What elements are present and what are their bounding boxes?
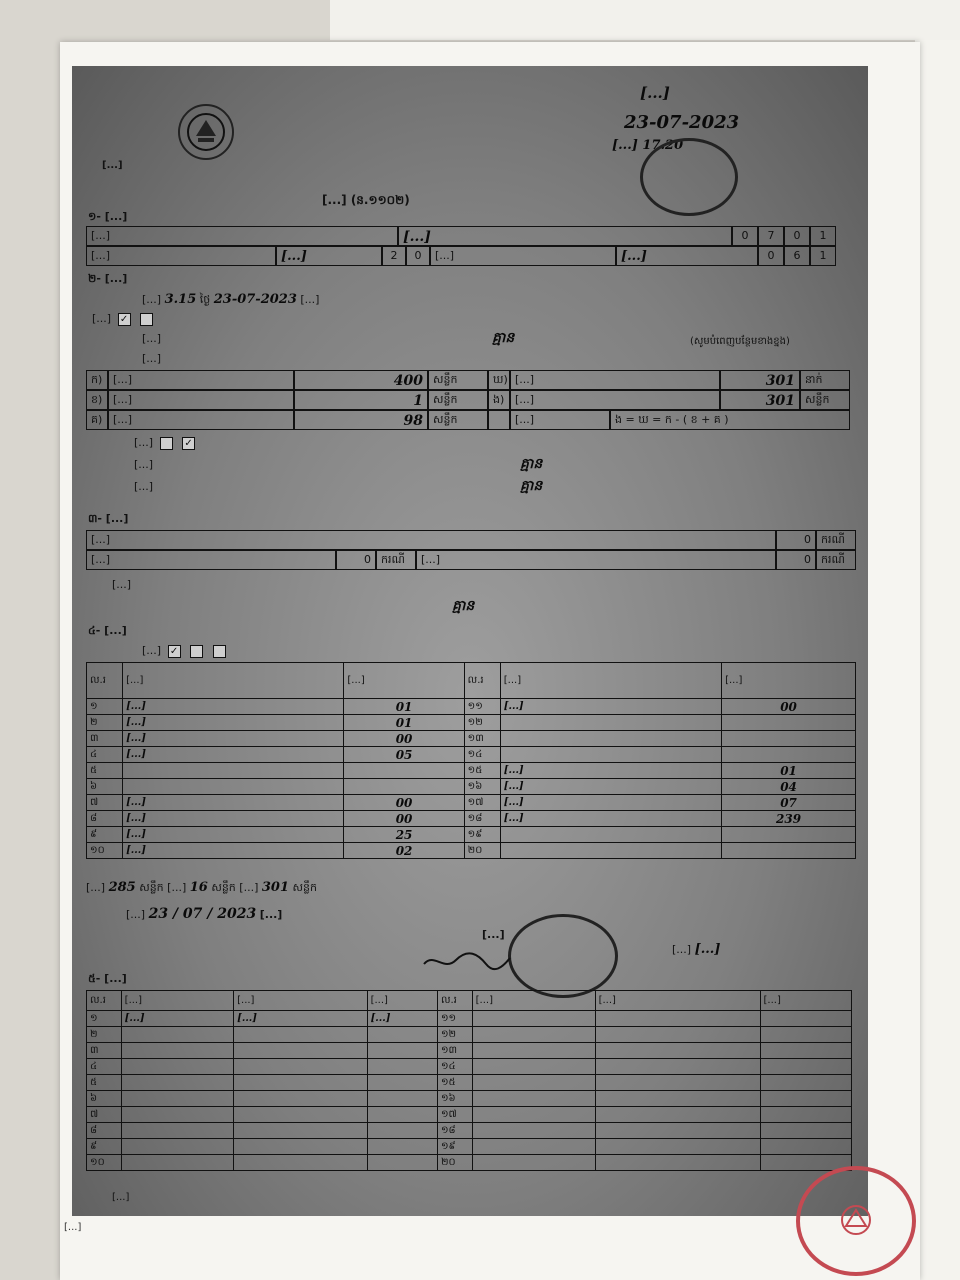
section2-line3-value: គ្មាន xyxy=(492,330,515,346)
right-label: [...] xyxy=(510,390,720,410)
right-letter: ឃ) xyxy=(488,370,510,390)
table-row xyxy=(87,1155,852,1171)
table-row xyxy=(87,843,856,859)
row-no: ១៤ xyxy=(437,1059,472,1075)
section3-row2-mid: [...] xyxy=(416,550,776,570)
col-no: ល.រ xyxy=(437,991,472,1011)
section3-row2-unit-b: ករណី xyxy=(816,550,856,570)
left-letter: ខ) xyxy=(86,390,108,410)
section3-row1-unit: ករណី xyxy=(816,530,856,550)
party-name: [...] xyxy=(500,699,721,715)
agent-sign xyxy=(760,1075,851,1091)
checkbox-seal-c[interactable] xyxy=(213,645,226,658)
row-no: ៩ xyxy=(87,1139,122,1155)
section2-line1 xyxy=(142,292,319,309)
agent-name xyxy=(472,1123,595,1139)
section1-row1-value: [...] xyxy=(398,226,732,246)
agent-name xyxy=(121,1059,233,1075)
agent-sign xyxy=(367,1139,437,1155)
totals-line xyxy=(86,880,866,897)
checkbox-seal-b[interactable] xyxy=(190,645,203,658)
party-name xyxy=(500,827,721,843)
total1-value: 285 xyxy=(108,880,136,895)
line2-text: [...] xyxy=(92,312,112,325)
table-row xyxy=(87,779,856,795)
agent-sign xyxy=(760,1059,851,1075)
agent-name xyxy=(121,1075,233,1091)
total2-value: 16 xyxy=(189,880,208,895)
agent-party xyxy=(234,1027,367,1043)
right-unit: នាក់ xyxy=(800,370,850,390)
line1-post: [...] xyxy=(300,293,320,306)
section1-row2-label: [...] xyxy=(86,246,276,266)
agent-name xyxy=(121,1027,233,1043)
party-votes: 05 xyxy=(344,747,464,763)
background-paper-right xyxy=(915,40,960,1280)
col-party: [...] xyxy=(595,991,760,1011)
table-header-row xyxy=(87,663,856,699)
party-votes: 00 xyxy=(344,731,464,747)
party-name xyxy=(500,715,721,731)
agent-sign xyxy=(760,1027,851,1043)
col-no: ល.រ xyxy=(87,991,122,1011)
party-votes xyxy=(722,843,856,859)
secretary-line xyxy=(672,942,720,957)
section3-row2-value: 0 xyxy=(336,550,376,570)
party-votes xyxy=(722,715,856,731)
row-no: ១១ xyxy=(464,699,500,715)
row-no: ១ xyxy=(87,699,123,715)
agent-sign xyxy=(367,1091,437,1107)
count-date: 23-07-2023 xyxy=(213,292,297,307)
agents-table xyxy=(86,990,852,1171)
table-row xyxy=(87,1107,852,1123)
code-b-digit: 6 xyxy=(784,246,810,266)
section3-row2-value-b: 0 xyxy=(776,550,816,570)
agent-party xyxy=(234,1107,367,1123)
agent-name xyxy=(472,1027,595,1043)
row-no: ១៦ xyxy=(464,779,500,795)
agent-name: [...] xyxy=(121,1011,233,1027)
party-name: [...] xyxy=(123,747,344,763)
section4-heading: ៤- [...] xyxy=(88,624,127,637)
table-row xyxy=(87,1027,852,1043)
row-no: ១៥ xyxy=(464,763,500,779)
party-name xyxy=(500,731,721,747)
agent-party xyxy=(595,1123,760,1139)
party-name xyxy=(123,779,344,795)
table-row xyxy=(87,811,856,827)
col-no: ល.រ xyxy=(464,663,500,699)
right-value: 301 xyxy=(720,390,800,410)
table-row xyxy=(87,1059,852,1075)
row-no: ២ xyxy=(87,1027,122,1043)
row-no: ៦ xyxy=(87,779,123,795)
left-unit: សន្លឹក xyxy=(428,410,488,430)
row-no: ៧ xyxy=(87,1107,122,1123)
row-no: ១៤ xyxy=(464,747,500,763)
note-a-value: គ្មាន xyxy=(520,456,543,472)
col-party: [...] xyxy=(123,663,344,699)
table-row xyxy=(87,1043,852,1059)
party-results-table xyxy=(86,662,856,859)
total3-unit: សន្លឹក xyxy=(292,881,317,894)
chair-signature xyxy=(422,950,512,977)
agent-name xyxy=(121,1123,233,1139)
note-b-label: [...] xyxy=(134,480,154,493)
party-name: [...] xyxy=(123,827,344,843)
row-no: ៨ xyxy=(87,811,123,827)
agent-sign xyxy=(367,1107,437,1123)
right-letter: ង) xyxy=(488,390,510,410)
party-votes xyxy=(722,747,856,763)
party-votes: 00 xyxy=(722,699,856,715)
left-letter: គ) xyxy=(86,410,108,430)
section3-row2-label: [...] xyxy=(86,550,336,570)
check-line-text: [...] xyxy=(134,436,154,449)
col-party: [...] xyxy=(234,991,367,1011)
agent-party xyxy=(595,1107,760,1123)
col-sign: [...] xyxy=(760,991,851,1011)
background-paper-top xyxy=(330,0,960,40)
section3-note-value: គ្មាន xyxy=(452,598,475,614)
right-value: 301 xyxy=(720,370,800,390)
day-label: ថ្ងៃ xyxy=(199,293,211,306)
agent-party xyxy=(595,1027,760,1043)
agent-sign xyxy=(367,1155,437,1171)
section2-heading: ២- [...] xyxy=(88,272,128,285)
red-stamp-graphic xyxy=(821,1200,891,1240)
code-b-digit: 1 xyxy=(810,246,836,266)
agent-sign xyxy=(367,1059,437,1075)
col-sign: [...] xyxy=(367,991,437,1011)
row-no: ៣ xyxy=(87,1043,122,1059)
right-unit: សន្លឹក xyxy=(800,390,850,410)
agent-party xyxy=(234,1139,367,1155)
party-votes: 01 xyxy=(344,699,464,715)
row-no: ១២ xyxy=(437,1027,472,1043)
agent-sign xyxy=(367,1075,437,1091)
agent-name xyxy=(121,1091,233,1107)
signature-graphic xyxy=(422,950,512,972)
right-letter xyxy=(488,410,510,430)
line1-pre: [...] xyxy=(142,293,162,306)
checkbox-no[interactable] xyxy=(140,313,153,326)
col-name: [...] xyxy=(121,991,233,1011)
party-votes: 239 xyxy=(722,811,856,827)
note-a-label: [...] xyxy=(134,458,154,471)
total2-unit: សន្លឹក xyxy=(211,881,236,894)
party-name xyxy=(500,843,721,859)
row-no: ៨ xyxy=(87,1123,122,1139)
agent-party xyxy=(234,1059,367,1075)
row-no: ១ xyxy=(87,1011,122,1027)
row-no: ១៩ xyxy=(437,1139,472,1155)
section3-row1-label: [...] xyxy=(86,530,776,550)
party-votes: 25 xyxy=(344,827,464,843)
party-votes xyxy=(344,763,464,779)
note-b-value: គ្មាន xyxy=(520,478,543,494)
col-votes: [...] xyxy=(722,663,856,699)
agent-name xyxy=(472,1011,595,1027)
party-votes: 04 xyxy=(722,779,856,795)
made-label: [...] xyxy=(126,908,146,921)
left-label: [...] xyxy=(108,370,294,390)
col-votes: [...] xyxy=(344,663,464,699)
agent-sign: [...] xyxy=(367,1011,437,1027)
table-row xyxy=(87,1011,852,1027)
row-no: ៤ xyxy=(87,1059,122,1075)
agent-party xyxy=(234,1155,367,1171)
form-title: [...] (ន.១១០២) xyxy=(322,193,410,207)
table-row xyxy=(87,763,856,779)
chair-label: [...] xyxy=(482,928,505,941)
footer-note: [...] xyxy=(112,1192,130,1203)
section2-check-line xyxy=(134,436,198,450)
table-row xyxy=(87,715,856,731)
table-row xyxy=(87,1123,852,1139)
section3-heading: ៣- [...] xyxy=(88,512,129,525)
commune-stamp-top xyxy=(640,138,738,216)
party-name: [...] xyxy=(123,731,344,747)
section2-line2 xyxy=(92,312,156,326)
agent-name xyxy=(472,1155,595,1171)
left-value: 98 xyxy=(294,410,428,430)
photocopied-form xyxy=(72,66,868,1216)
table-row xyxy=(87,699,856,715)
party-name: [...] xyxy=(123,795,344,811)
agent-party xyxy=(595,1075,760,1091)
row-no: ១៧ xyxy=(437,1107,472,1123)
party-name xyxy=(500,747,721,763)
table-header-row xyxy=(87,991,852,1011)
section5-heading: ៥- [...] xyxy=(88,972,127,985)
agent-sign xyxy=(760,1043,851,1059)
agent-party xyxy=(234,1075,367,1091)
agent-name xyxy=(472,1059,595,1075)
party-votes: 01 xyxy=(344,715,464,731)
party-name: [...] xyxy=(123,811,344,827)
row-no: ៦ xyxy=(87,1091,122,1107)
section2-line4: [...] xyxy=(142,352,162,365)
party-name: [...] xyxy=(500,795,721,811)
row-no: ១៦ xyxy=(437,1091,472,1107)
checkbox-yes[interactable]: ✓ xyxy=(118,313,131,326)
agent-sign xyxy=(760,1123,851,1139)
party-votes xyxy=(722,731,856,747)
section3-note: [...] xyxy=(112,578,132,591)
handwritten-date: 23-07-2023 xyxy=(624,112,740,133)
emblem-graphic xyxy=(180,106,232,158)
row-no: ១១ xyxy=(437,1011,472,1027)
section4-subline xyxy=(142,644,229,658)
agent-party xyxy=(234,1091,367,1107)
checkbox-seal[interactable]: ✓ xyxy=(168,645,181,658)
left-unit: សន្លឹក xyxy=(428,390,488,410)
party-votes: 01 xyxy=(722,763,856,779)
total3-label: [...] xyxy=(239,881,259,894)
left-letter: ក) xyxy=(86,370,108,390)
formula: ង = ឃ = ក - ( ខ + គ ) xyxy=(610,410,850,430)
party-name: [...] xyxy=(500,763,721,779)
checkbox-has[interactable] xyxy=(160,437,173,450)
party-name: [...] xyxy=(123,715,344,731)
party-name: [...] xyxy=(500,811,721,827)
committee-label: [...] xyxy=(259,908,283,921)
agent-party xyxy=(595,1155,760,1171)
total3-value: 301 xyxy=(261,880,290,895)
table-row xyxy=(87,1139,852,1155)
section3-row2-unit: ករណី xyxy=(376,550,416,570)
section1-row2-value2: [...] xyxy=(616,246,758,266)
party-name xyxy=(123,763,344,779)
agent-name xyxy=(121,1155,233,1171)
secretary-name: [...] xyxy=(694,942,721,957)
made-date: 23 / 07 / 2023 xyxy=(148,906,257,922)
row-no: ១៩ xyxy=(464,827,500,843)
party-name: [...] xyxy=(123,699,344,715)
agent-name xyxy=(121,1043,233,1059)
code-a-digit: 0 xyxy=(784,226,810,246)
agent-name xyxy=(121,1107,233,1123)
code-a-digit: 1 xyxy=(810,226,836,246)
row-no: ១៨ xyxy=(464,811,500,827)
row-no: ១៨ xyxy=(437,1123,472,1139)
left-value: 1 xyxy=(294,390,428,410)
footer-form-label: [...] xyxy=(64,1222,82,1233)
row-no: ៩ xyxy=(87,827,123,843)
table-row xyxy=(87,827,856,843)
total1-unit: សន្លឹក xyxy=(139,881,164,894)
table-row xyxy=(87,747,856,763)
section1-row2-label2: [...] xyxy=(430,246,616,266)
section2-line3-note: (សូមបំពេញបន្ថែមខាងខ្នង) xyxy=(690,336,790,347)
row2-num-digit: 0 xyxy=(406,246,430,266)
party-votes xyxy=(722,827,856,843)
official-stamp xyxy=(508,914,618,998)
party-votes: 00 xyxy=(344,795,464,811)
section2-line3-label: [...] xyxy=(142,332,162,345)
section3-row1-value: 0 xyxy=(776,530,816,550)
handwritten-time: [...] 17.20 xyxy=(612,138,684,153)
row-no: ៥ xyxy=(87,1075,122,1091)
row-no: ១៧ xyxy=(464,795,500,811)
agent-name xyxy=(472,1043,595,1059)
col-name: [...] xyxy=(472,991,595,1011)
party-votes: 00 xyxy=(344,811,464,827)
party-votes: 02 xyxy=(344,843,464,859)
agent-party xyxy=(595,1043,760,1059)
agent-sign xyxy=(760,1139,851,1155)
agent-name xyxy=(472,1075,595,1091)
party-votes xyxy=(344,779,464,795)
row-no: ២០ xyxy=(437,1155,472,1171)
left-value: 400 xyxy=(294,370,428,390)
left-label: [...] xyxy=(108,390,294,410)
org-header: [...] xyxy=(102,160,123,171)
agent-party xyxy=(595,1091,760,1107)
row-no: ៤ xyxy=(87,747,123,763)
agent-name xyxy=(121,1139,233,1155)
table-row xyxy=(87,1091,852,1107)
agent-name xyxy=(472,1091,595,1107)
emblem-icon xyxy=(178,104,234,160)
table-row xyxy=(87,1075,852,1091)
agent-sign xyxy=(367,1043,437,1059)
total1-label: [...] xyxy=(86,881,106,894)
code-b-digit: 0 xyxy=(758,246,784,266)
row-no: ១០ xyxy=(87,843,123,859)
checkbox-correct[interactable]: ✓ xyxy=(182,437,195,450)
subline-text: [...] xyxy=(142,644,162,657)
count-start-time: 3.15 xyxy=(164,292,197,307)
row-no: ១៥ xyxy=(437,1075,472,1091)
party-votes: 07 xyxy=(722,795,856,811)
row-no: ១៣ xyxy=(464,731,500,747)
secretary-label: [...] xyxy=(672,943,692,956)
agent-sign xyxy=(760,1011,851,1027)
col-party: [...] xyxy=(500,663,721,699)
col-no: ល.រ xyxy=(87,663,123,699)
agent-name xyxy=(472,1107,595,1123)
agent-party xyxy=(234,1043,367,1059)
agent-sign xyxy=(367,1123,437,1139)
agent-party xyxy=(595,1139,760,1155)
agent-sign xyxy=(760,1091,851,1107)
right-label: [...] xyxy=(510,410,610,430)
red-stamp-icon xyxy=(796,1166,916,1276)
right-label: [...] xyxy=(510,370,720,390)
table-row xyxy=(87,795,856,811)
handwritten-reception: [...] xyxy=(640,84,670,102)
row-no: ៧ xyxy=(87,795,123,811)
agent-party: [...] xyxy=(234,1011,367,1027)
left-unit: សន្លឹក xyxy=(428,370,488,390)
section1-row2-value: [...] xyxy=(276,246,382,266)
row-no: ២ xyxy=(87,715,123,731)
agent-party xyxy=(595,1011,760,1027)
agent-name xyxy=(472,1139,595,1155)
table-row xyxy=(87,731,856,747)
agent-party xyxy=(595,1059,760,1075)
agent-sign xyxy=(367,1027,437,1043)
code-a-digit: 7 xyxy=(758,226,784,246)
row-no: ៣ xyxy=(87,731,123,747)
party-name: [...] xyxy=(123,843,344,859)
party-name: [...] xyxy=(500,779,721,795)
code-a-digit: 0 xyxy=(732,226,758,246)
row-no: ១០ xyxy=(87,1155,122,1171)
total2-label: [...] xyxy=(167,881,187,894)
row-no: ៥ xyxy=(87,763,123,779)
section1-heading: ១- [...] xyxy=(88,210,128,223)
made-line xyxy=(126,906,282,922)
row-no: ១៣ xyxy=(437,1043,472,1059)
section1-row1-label: [...] xyxy=(86,226,398,246)
row2-num-digit: 2 xyxy=(382,246,406,266)
agent-party xyxy=(234,1123,367,1139)
row-no: ២០ xyxy=(464,843,500,859)
row-no: ១២ xyxy=(464,715,500,731)
left-label: [...] xyxy=(108,410,294,430)
agent-sign xyxy=(760,1107,851,1123)
